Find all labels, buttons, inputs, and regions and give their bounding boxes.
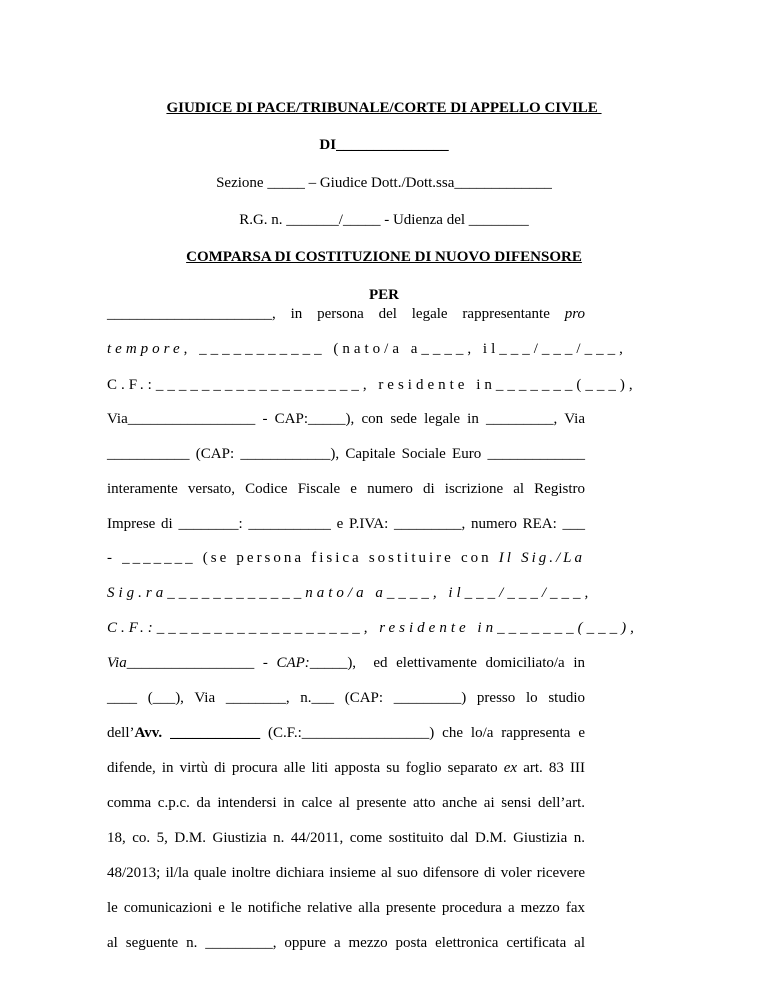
per-label: PER [369, 287, 399, 303]
body-line-7: Imprese di ________: ___________ e P.IVA: _________, numero REA: ___ [107, 516, 585, 532]
court-location: DI_______________ [319, 137, 449, 153]
section-line: Sezione _____ – Giudice Dott./Dott.ssa_____________ [216, 175, 552, 191]
body-line-18: le comunicazioni e le notifiche relative alla presente procedura a mezzo fax [107, 900, 585, 916]
body-line-5: ___________ (CAP: ____________), Capitale Sociale Euro _____________ [107, 446, 585, 462]
body-line-6: interamente versato, Codice Fiscale e numero di iscrizione al Registro [107, 481, 585, 497]
court-heading: GIUDICE DI PACE/TRIBUNALE/CORTE DI APPELLO CIVILE [166, 100, 602, 116]
body-line-16: 18, co. 5, D.M. Giustizia n. 44/2011, come sostituito dal D.M. Giustizia n. [107, 830, 585, 846]
body-line-4: Via_________________ - CAP:_____), con sede legale in _________, Via [107, 411, 585, 427]
body-line-9: Sig.ra____________nato/a a____, il___/___/___, [107, 585, 593, 601]
body-line-19: al seguente n. _________, oppure a mezzo posta elettronica certificata al [107, 935, 585, 951]
document-title: COMPARSA DI COSTITUZIONE DI NUOVO DIFENSORE [186, 249, 582, 265]
body-line-13: dell’Avv. ____________ (C.F.:_________________) che lo/a rappresenta e [107, 725, 585, 741]
rg-line: R.G. n. _______/_____ - Udienza del ________ [239, 212, 529, 228]
body-line-2: tempore, ___________ (nato/a a____, il___/___/___, [107, 341, 627, 357]
body-line-12: ____ (___), Via ________, n.___ (CAP: _________) presso lo studio [107, 690, 585, 706]
body-line-14: difende, in virtù di procura alle liti apposta su foglio separato ex art. 83 III [107, 760, 585, 776]
body-line-1: ______________________, in persona del legale rappresentante pro [107, 306, 585, 322]
body-line-8: - _______ (se persona fisica sostituire con Il Sig./La [107, 550, 585, 566]
body-line-17: 48/2013; il/la quale inoltre dichiara insieme al suo difensore di voler ricevere [107, 865, 585, 881]
body-line-11: Via_________________ - CAP:_____), ed elettivamente domiciliato/a in [107, 655, 585, 671]
body-line-15: comma c.p.c. da intendersi in calce al presente atto anche ai sensi dell’art. [107, 795, 585, 811]
body-line-3: C.F.:__________________, residente in_______(___), [107, 377, 637, 393]
body-line-10: C.F.:__________________, residente in_______(___), [107, 620, 638, 636]
